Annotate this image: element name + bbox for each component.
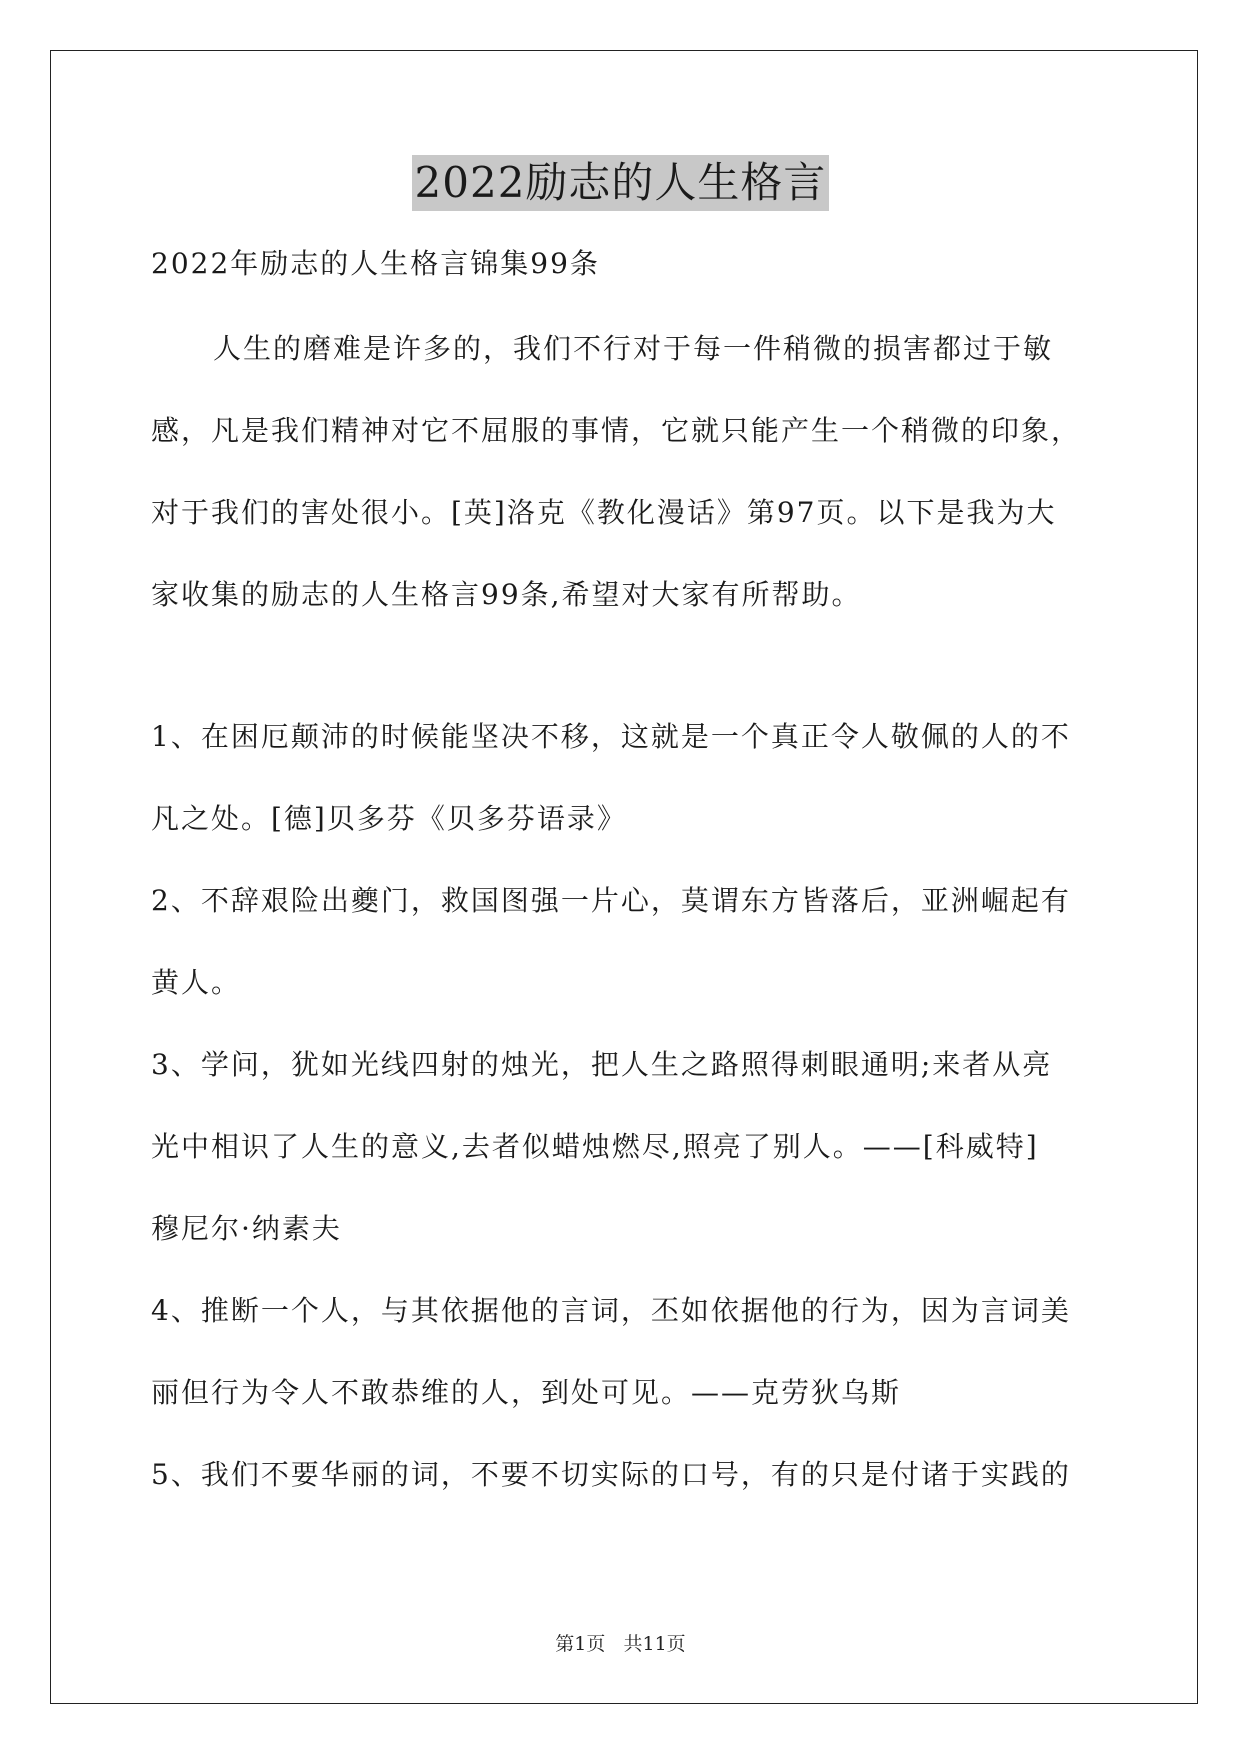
page-footer: 第1页 共11页 [555, 1633, 686, 1655]
paragraph-line: 家收集的励志的人生格言99条,希望对大家有所帮助。 [151, 578, 862, 611]
paragraph-line: 对于我们的害处很小。[英]洛克《教化漫话》第97页。以下是我为大 [151, 496, 1057, 529]
title-container [0, 155, 1241, 211]
quote-line: 丽但行为令人不敢恭维的人，到处可见。——克劳狄乌斯 [151, 1376, 902, 1409]
quote-line: 1、在困厄颠沛的时候能坚决不移，这就是一个真正令人敬佩的人的不 [151, 720, 1071, 753]
quote-line: 黄人。 [151, 966, 242, 999]
paragraph-line: 感，凡是我们精神对它不屈服的事情，它就只能产生一个稍微的印象， [151, 414, 1082, 447]
quote-line: 穆尼尔·纳素夫 [151, 1212, 342, 1245]
document-title: 2022励志的人生格言 [412, 155, 830, 211]
quote-line: 3、学问，犹如光线四射的烛光，把人生之路照得刺眼通明;来者从亮 [151, 1048, 1053, 1081]
document-subtitle: 2022年励志的人生格言锦集99条 [151, 247, 600, 280]
quote-line: 5、我们不要华丽的词，不要不切实际的口号，有的只是付诸于实践的 [151, 1458, 1071, 1491]
quote-line: 凡之处。[德]贝多芬《贝多芬语录》 [151, 802, 627, 835]
quote-line: 4、推断一个人，与其依据他的言词，丕如依据他的行为，因为言词美 [151, 1294, 1071, 1327]
paragraph-line: 人生的磨难是许多的，我们不行对于每一件稍微的损害都过于敏 [213, 332, 1054, 365]
quote-line: 2、不辞艰险出夔门，救国图强一片心，莫谓东方皆落后，亚洲崛起有 [151, 884, 1071, 917]
intro-paragraph [151, 321, 1091, 649]
quote-list [151, 709, 1091, 1529]
document-body [151, 236, 1091, 1529]
quote-line: 光中相识了人生的意义,去者似蜡烛燃尽,照亮了别人。——[科威特] [151, 1130, 1039, 1163]
